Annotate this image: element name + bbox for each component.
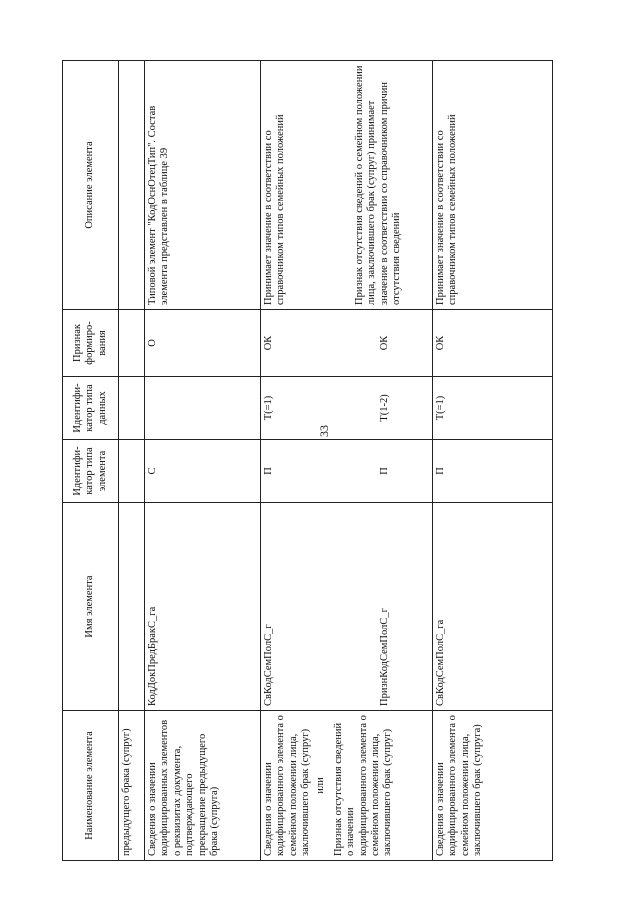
rotated-table-container xyxy=(62,61,552,861)
cell-flag-b: ОК xyxy=(379,335,391,351)
cell-title-group xyxy=(261,711,433,861)
cell-title-a: Сведения о значении кодифицированного элемента о семейном положении лица, заключившего брак (супруг) xyxy=(263,715,312,856)
cell-data-type xyxy=(145,377,261,440)
cell-element-name-b: ПризнКодСемПолС_г xyxy=(379,608,391,706)
cell-type-id-b: П xyxy=(379,467,391,475)
cell-flag: ОК xyxy=(433,310,553,377)
or-separator: или xyxy=(314,777,326,794)
cell-description-b: Признак отсутствия сведений о семейном положении лица, заключившего брак (супруг) принимает значение в соответствии со справочником причин отсутствия сведений xyxy=(353,65,402,305)
cell-element-name: СвКодСемПолС_га xyxy=(433,503,553,711)
cell-type-id-a: П xyxy=(263,467,274,475)
cell-flag xyxy=(119,310,145,377)
cell-type-id-group xyxy=(261,440,433,503)
cell-element-name: КодДокПредБракС_га xyxy=(145,503,261,711)
cell-data-type-b: T(1-2) xyxy=(379,394,391,422)
table-header-row xyxy=(63,61,119,861)
elements-table xyxy=(62,60,553,861)
header-data-type-id: Идентифи-катор типа данных xyxy=(63,377,119,440)
header-element-description: Описание элемента xyxy=(63,61,119,310)
cell-title: Сведения о значении кодифицированного элемента о семейном положении лица, заключившего брак (супруга) xyxy=(433,711,553,861)
page-number: 33 xyxy=(317,425,331,437)
cell-data-type: T(=1) xyxy=(433,377,553,440)
cell-type-id xyxy=(119,440,145,503)
cell-flag-group xyxy=(261,310,433,377)
cell-description-group xyxy=(261,61,433,310)
table-row xyxy=(145,61,261,861)
cell-flag: О xyxy=(145,310,261,377)
header-element-name: Имя элемента xyxy=(63,503,119,711)
cell-type-id: П xyxy=(433,440,553,503)
header-element-title: Наименование элемента xyxy=(63,711,119,861)
cell-data-type-group xyxy=(261,377,433,440)
table-row xyxy=(433,61,553,861)
cell-description: Принимает значение в соответствии со справочником типов семейных положений xyxy=(433,61,553,310)
cell-flag-a: ОК xyxy=(263,335,274,351)
cell-element-name-a: СвКодСемПолС_г xyxy=(263,624,274,706)
cell-description: Типовой элемент "КодОснОтецТип". Состав элемента представлен в таблице 39 xyxy=(145,61,261,310)
cell-data-type xyxy=(119,377,145,440)
table-row xyxy=(119,61,145,861)
cell-type-id: С xyxy=(145,440,261,503)
cell-title: предыдущего брака (супруг) xyxy=(119,711,145,861)
header-element-type-id: Идентифи-катор типа элемента xyxy=(63,440,119,503)
cell-description-a: Принимает значение в соответствии со справочником типов семейных положений xyxy=(263,114,287,305)
cell-element-name xyxy=(119,503,145,711)
header-formation-flag: Признак формиро-вания xyxy=(63,310,119,377)
cell-description xyxy=(119,61,145,310)
cell-title-b: Признак отсутствия сведений о значении кодифицированного элемента о семейном положении лица, заключившего брак (супруг) xyxy=(332,715,394,856)
table-row xyxy=(261,61,433,861)
cell-data-type-a: T(=1) xyxy=(263,395,274,421)
cell-title: Сведения о значении кодифицированных элементов о реквизитах документа, подтверждающего прекращение предыдущего брака (супруга) xyxy=(145,711,261,861)
cell-element-name-group xyxy=(261,503,433,711)
